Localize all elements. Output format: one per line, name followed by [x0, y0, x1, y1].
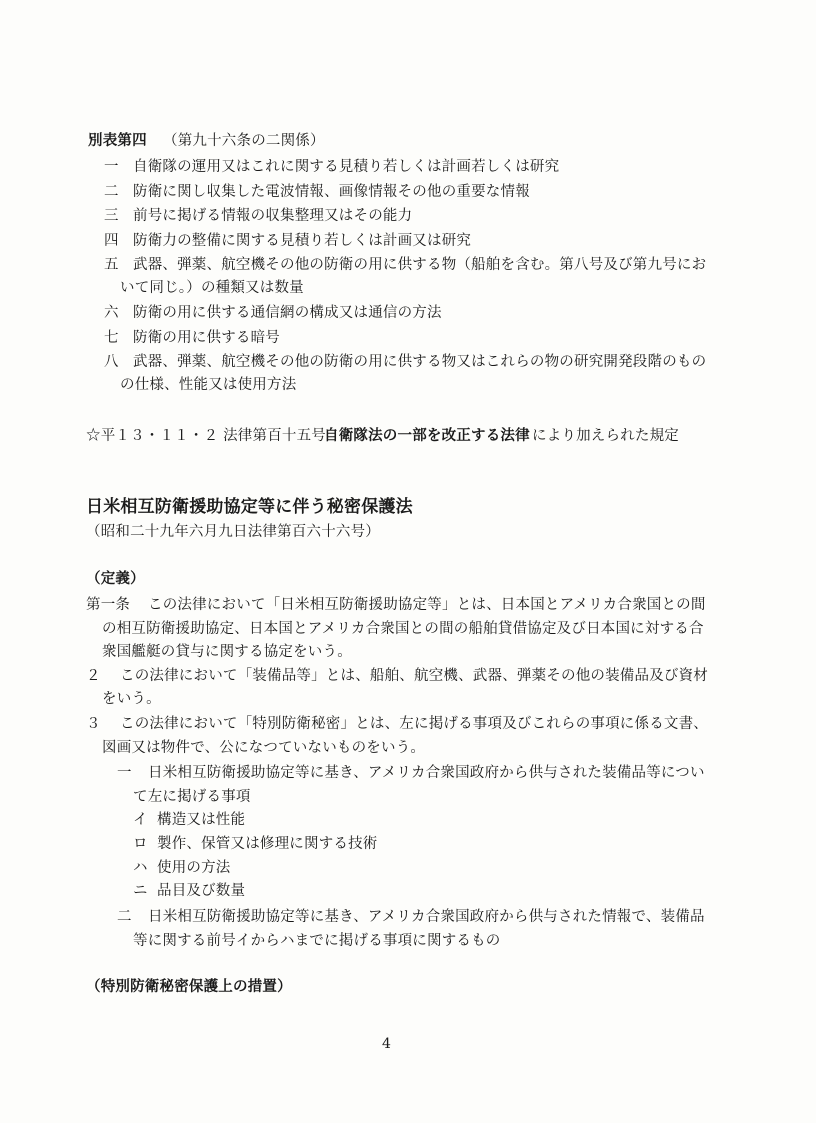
subitem-number: 一 — [117, 765, 132, 781]
subitem-text: 等に関する前号イからハまでに掲げる事項に関するもの — [133, 933, 501, 949]
item-text: 防衛力の整備に関する見積り若しくは計画又は研究 — [133, 233, 472, 249]
kana-marker: ハ — [133, 860, 148, 876]
subitem-text: 日米相互防衛援助協定等に基き、アメリカ合衆国政府から供与された情報で、装備品 — [148, 909, 705, 925]
item-number: 六 — [104, 305, 119, 321]
appendix-note: （第九十六条の二関係） — [163, 133, 325, 149]
item-text: 武器、弾薬、航空機その他の防衛の用に供する物（船舶を含む。第八号及び第九号にお — [133, 257, 707, 273]
item-text-continued: の仕様、性能又は使用方法 — [120, 377, 297, 393]
kana-marker: イ — [133, 812, 148, 828]
item-text: 自衛隊の運用又はこれに関する見積り若しくは計画若しくは研究 — [133, 159, 560, 175]
measures-heading: （特別防衛秘密保護上の措置） — [86, 979, 292, 995]
item-text-continued: いて同じ。）の種類又は数量 — [120, 280, 304, 296]
law-title: 日米相互防衛援助協定等に伴う秘密保護法 — [86, 497, 413, 517]
paragraph-number: ２ — [86, 668, 101, 684]
article-text: の相互防衛援助協定、日本国とアメリカ合衆国との間の船舶貸借協定及び日本国に対する合 — [102, 621, 704, 637]
subitem-text: 日米相互防衛援助協定等に基き、アメリカ合衆国政府から供与された装備品等につい — [148, 765, 705, 781]
item-text: 防衛に関し収集した電波情報、画像情報その他の重要な情報 — [133, 184, 530, 200]
page-number: 4 — [382, 1036, 391, 1052]
paragraph-text: この法律において「特別防衛秘密」とは、左に掲げる事項及びこれらの事項に係る文書、 — [120, 716, 708, 732]
item-text: 防衛の用に供する通信網の構成又は通信の方法 — [133, 305, 442, 321]
kana-marker: ロ — [133, 836, 148, 852]
amendment-suffix: により加えられた規定 — [532, 428, 679, 444]
item-text: 武器、弾薬、航空機その他の防衛の用に供する物又はこれらの物の研究開発段階のもの — [133, 354, 707, 370]
kana-text: 製作、保管又は修理に関する技術 — [157, 836, 378, 852]
paragraph-text: この法律において「装備品等」とは、船舶、航空機、武器、弾薬その他の装備品及び資材 — [120, 668, 708, 684]
item-number: 四 — [104, 233, 119, 249]
subitem-text: て左に掲げる事項 — [133, 789, 251, 805]
paragraph-text: をいう。 — [102, 691, 161, 707]
article-text: この法律において「日米相互防衛援助協定等」とは、日本国とアメリカ合衆国との間 — [148, 597, 706, 613]
item-number: 七 — [104, 330, 119, 346]
definitions-heading: （定義） — [86, 571, 145, 587]
subitem-number: 二 — [117, 909, 132, 925]
law-subtitle: （昭和二十九年六月九日法律第百六十六号） — [86, 524, 380, 540]
item-number: 二 — [104, 184, 119, 200]
item-number: 八 — [104, 354, 119, 370]
item-number: 三 — [104, 208, 119, 224]
paragraph-number: ３ — [86, 716, 101, 732]
item-text: 前号に掲げる情報の収集整理又はその能力 — [133, 208, 413, 224]
kana-marker: ニ — [133, 883, 148, 899]
kana-text: 構造又は性能 — [157, 812, 246, 828]
appendix-heading: 別表第四 — [88, 133, 147, 149]
amendment-prefix: ☆平１３・１１・２ 法律第百十五号 — [86, 428, 327, 444]
item-number: 一 — [104, 159, 119, 175]
paragraph-text: 図画又は物件で、公になつていないものをいう。 — [102, 740, 426, 756]
kana-text: 品目及び数量 — [157, 883, 246, 899]
kana-text: 使用の方法 — [157, 860, 231, 876]
article-text: 衆国艦艇の貸与に関する協定をいう。 — [102, 644, 352, 660]
item-text: 防衛の用に供する暗号 — [133, 330, 280, 346]
item-number: 五 — [104, 257, 119, 273]
article-number: 第一条 — [86, 597, 131, 613]
amendment-law-name: 自衛隊法の一部を改正する法律 — [324, 428, 530, 444]
